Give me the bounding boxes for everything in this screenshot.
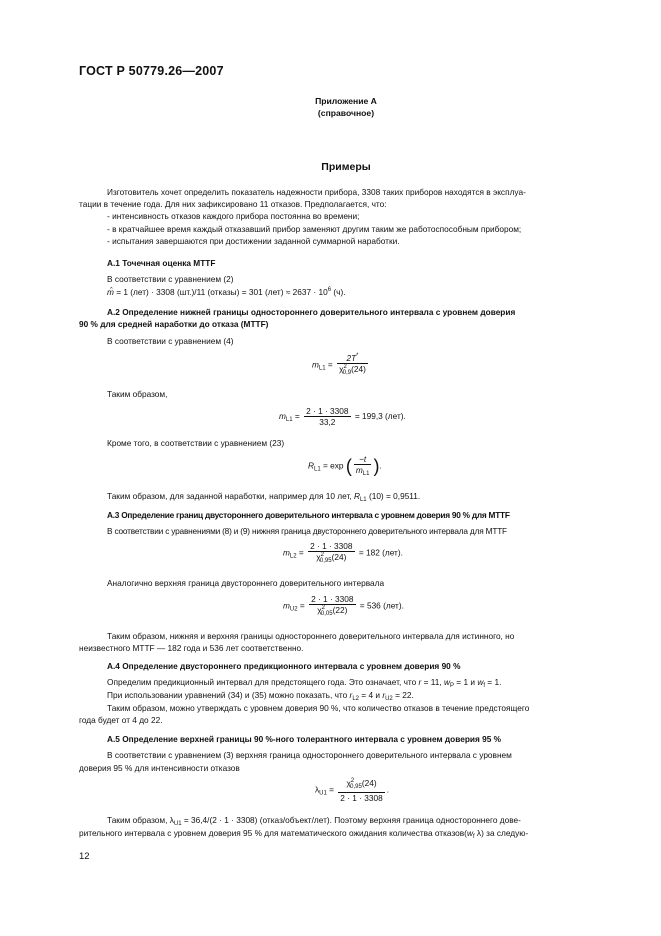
a4-heading: А.4 Определение двустороннего предикционного интервала с уровнем доверия 90 % [107, 661, 461, 671]
a2-line-1: В соответствии с уравнением (4) [107, 336, 234, 346]
a3-formula-1: $m_{L2}$ = $\frac{2 \cdot 1 \cdot 3308}{\chi^2_{0,95}(24)}$ = 182 (лет). [283, 541, 403, 565]
intro-bullet-1: - интенсивность отказов каждого прибора постоянна во времени; [107, 211, 360, 221]
m-hat-symbol: m̂ [107, 287, 114, 297]
a2-line-4: Таким образом, для заданной наработки, например для 10 лет, $R_{L1}$ (10) = 0,9511. [107, 491, 421, 503]
fraction: $\frac{2T^*}{\chi^2_{0,9}(24)}$ [339, 353, 366, 377]
a2-heading-line-2: 90 % для средней наработки до отказа (МТТF) [79, 319, 269, 329]
a5-heading: А.5 Определение верхней границы 90 %-ного толерантного интервала с уровнем доверия 95 % [107, 734, 502, 744]
a2-formula-1: $m_{L1}$ = $\frac{2T^*}{\chi^2_{0,9}(24)}$ [312, 353, 366, 377]
fraction: $\frac{\chi^2_{0,95}(24)}{2 \cdot 1 \cdot 3308}$ [340, 778, 383, 803]
intro-bullet-3: - испытания завершаются при достижении заданной суммарной наработки. [107, 236, 400, 246]
a3-heading: А.3 Определение границ двустороннего доверительного интервала с уровнем доверия 90 % для МТТF [107, 510, 510, 520]
intro-line-1: Изготовитель хочет определить показатель надежности прибора, 3308 таких приборов находятся в эксплуа- [107, 187, 526, 197]
a2-formula-3: $R_{L1} = \exp$ ( $\frac{-t}{m_{L1}}$ ). [308, 454, 382, 478]
a5-line-2: доверия 95 % для интенсивности отказов [79, 763, 240, 773]
a5-line-3: Таким образом, $\lambda_{U1} = 36,4/(2 \cdot 1 \cdot 3308)$ (отказ/объект/лет). Поэтому верхняя граница одностороннего дове- [107, 815, 521, 827]
a2-heading-line-1: А.2 Определение нижней границы одностороннего доверительного интервала с уровнем доверия [107, 307, 516, 317]
a2-line-2: Таким образом, [107, 389, 168, 399]
a4-line-2: При использовании уравнений (34) и (35) можно показать, что $r_{L2} = 4$ и $r_{U2} = 22$. [107, 690, 414, 702]
appendix-title: Приложение А [315, 96, 377, 106]
fraction: $\frac{-t}{m_{L1}}$ [355, 454, 370, 478]
a4-line-4: года будет от 4 до 22. [79, 715, 163, 725]
a4-line-1: Определим предикционный интервал для предстоящего года. Это означает, что r = 11, $w_P = 1$ и $w_f = 1$. [107, 677, 502, 689]
intro-line-2: тации в течение года. Для них зафиксировано 11 отказов. Предполагается, что: [79, 199, 387, 209]
a2-line-3: Кроме того, в соответствии с уравнением (23) [107, 438, 285, 448]
fraction: $\frac{2 \cdot 1 \cdot 3308}{\chi^2_{0,05}(22)}$ [311, 594, 354, 618]
document-header: ГОСТ Р 50779.26—2007 [79, 64, 224, 78]
a3-line-4: неизвестного МТТF — 182 года и 536 лет соответственно. [79, 643, 304, 653]
a5-formula-1: $\lambda_{U1}$ = $\frac{\chi^2_{0,95}(24)}{2 \cdot 1 \cdot 3308}$ . [315, 778, 390, 803]
appendix-subtitle: (справочное) [317, 108, 375, 118]
fraction: $\frac{2 \cdot 1 \cdot 3308}{\chi^2_{0,95}(24)}$ [310, 541, 353, 565]
intro-bullet-2: - в кратчайшее время каждый отказавший прибор заменяют другим таким же работоспособным прибором; [107, 224, 522, 234]
a3-line-2: Аналогично верхняя граница двустороннего доверительного интервала [107, 578, 385, 588]
section-title: Примеры [321, 161, 371, 173]
a5-line-1: В соответствии с уравнением (3) верхняя граница одностороннего доверительного интервала с уровнем [107, 750, 512, 760]
a1-equation: m̂ = 1 (лет) · 3308 (шт.)/11 (отказы) = 301 $(лет) \approx 2637 \cdot 10^6$ (ч). [107, 287, 346, 297]
a3-line-3: Таким образом, нижняя и верхняя границы одностороннего доверительного интервала для истинного, но [107, 631, 515, 641]
fraction: $\frac{2 \cdot 1 \cdot 3308}{33,2}$ [306, 406, 349, 428]
a4-line-3: Таким образом, можно утверждать с уровнем доверия 90 %, что количество отказов в течение предстоящего [107, 703, 530, 713]
a1-heading: А.1 Точечная оценка МТТF [107, 258, 216, 268]
a5-line-4: рительного интервала с уровнем доверия 95 % для математического ожидания количества $отказов(w_f$ λ) за следую- [79, 828, 529, 840]
a3-formula-2: $m_{U2}$ = $\frac{2 \cdot 1 \cdot 3308}{\chi^2_{0,05}(22)}$ = 536 (лет). [283, 594, 404, 618]
page-number: 12 [79, 851, 90, 862]
a3-line-1: В соответствии с уравнениями (8) и (9) нижняя граница двустороннего доверительного интервала для МТТF [107, 526, 507, 536]
a2-formula-2: $m_{L1}$ = $\frac{2 \cdot 1 \cdot 3308}{33,2}$ = 199,3 (лет). [279, 406, 406, 428]
a1-line-1: В соответствии с уравнением (2) [107, 274, 234, 284]
